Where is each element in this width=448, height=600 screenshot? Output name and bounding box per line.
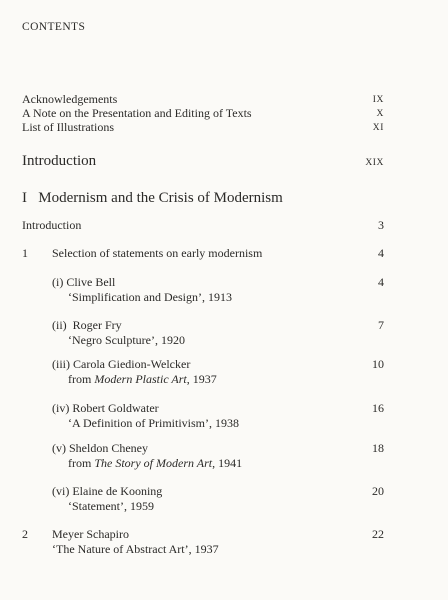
subentry-author[interactable]: (i) Clive Bell — [52, 275, 116, 289]
subentry-author[interactable]: (vi) Elaine de Kooning — [52, 484, 163, 498]
subentry-author[interactable]: (ii) Roger Fry — [52, 318, 122, 332]
section-number: 1 — [22, 246, 28, 260]
title-prefix: from — [68, 372, 95, 386]
page-number: 22 — [372, 527, 384, 541]
subentry-author[interactable]: (iii) Carola Giedion-Welcker — [52, 357, 191, 371]
toc-entry-note-on-texts[interactable]: A Note on the Presentation and Editing of Texts — [22, 106, 252, 120]
section-2-title: ‘The Nature of Abstract Art’, 1937 — [52, 542, 219, 556]
page-number: 3 — [378, 218, 384, 232]
page-number: XI — [372, 123, 384, 133]
page-number: 4 — [378, 275, 384, 289]
page-number: X — [376, 109, 384, 119]
page-number: IX — [372, 95, 384, 105]
subentry-title: ‘Negro Sculpture’, 1920 — [68, 333, 185, 347]
toc-entry-part-introduction[interactable]: Introduction — [22, 218, 82, 232]
book-title: Modern Plastic Art — [94, 372, 187, 386]
page-number: 4 — [378, 246, 384, 260]
page-number: 20 — [372, 484, 384, 498]
subentry-title: ‘Simplification and Design’, 1913 — [68, 290, 232, 304]
title-prefix: from — [68, 456, 95, 470]
toc-entry-section-1[interactable]: Selection of statements on early modernism — [52, 246, 263, 260]
subentry-author[interactable]: (v) Sheldon Cheney — [52, 441, 148, 455]
title-suffix: , 1937 — [186, 372, 217, 386]
title-suffix: , 1941 — [212, 456, 243, 470]
subentry-author[interactable]: (iv) Robert Goldwater — [52, 401, 159, 415]
page-number: 7 — [378, 318, 384, 332]
toc-entry-introduction[interactable]: Introduction — [22, 153, 97, 169]
subentry-title: ‘A Definition of Primitivism’, 1938 — [68, 416, 239, 430]
page-number: 16 — [372, 401, 384, 415]
toc-entry-list-of-illustrations[interactable]: List of Illustrations — [22, 120, 114, 134]
toc-entry-section-2[interactable]: Meyer Schapiro — [52, 527, 129, 541]
subentry-title — [68, 372, 217, 387]
toc-entry-acknowledgements[interactable]: Acknowledgements — [22, 92, 118, 106]
page-number: 10 — [372, 357, 384, 371]
page-number: XIX — [365, 158, 384, 168]
page-number: 18 — [372, 441, 384, 455]
page-title: CONTENTS — [22, 21, 86, 33]
book-title: The Story of Modern Art — [94, 456, 213, 470]
section-number: 2 — [22, 527, 28, 541]
subentry-title: ‘Statement’, 1959 — [68, 499, 154, 513]
subentry-title — [68, 456, 242, 471]
part-heading[interactable]: I Modernism and the Crisis of Modernism — [22, 190, 283, 206]
